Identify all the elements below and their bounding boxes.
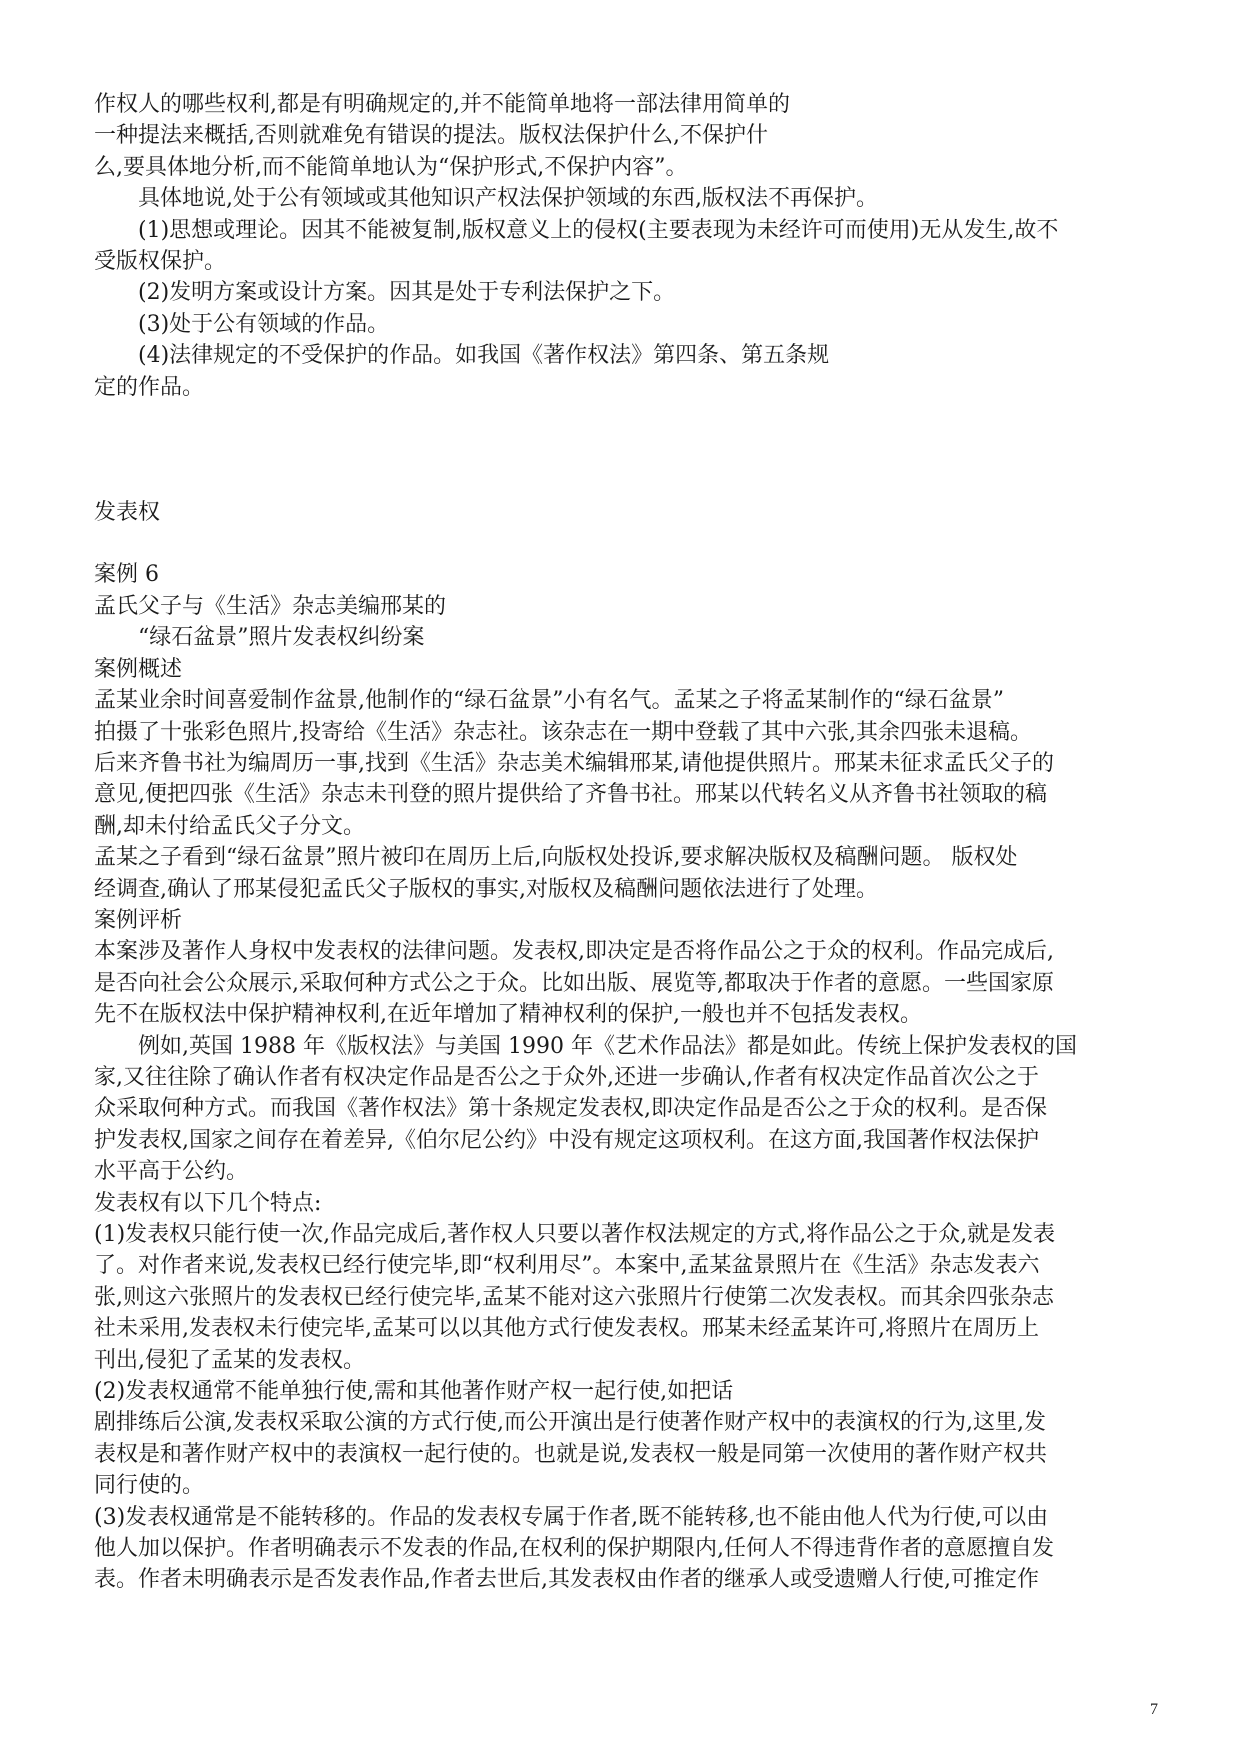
text-line: (1)思想或理论。因其不能被复制,版权意义上的侵权(主要表现为未经许可而使用)无从发生,故不 — [138, 217, 1059, 243]
text-line: 张,则这六张照片的发表权已经行使完毕,孟某不能对这六张照片行使第二次发表权。而其余四张杂志 — [94, 1284, 1054, 1310]
spacer — [94, 403, 1172, 497]
text-line: 一种提法来概括,否则就难免有错误的提法。版权法保护什么,不保护什 — [94, 123, 768, 149]
text-line: 受版权保护。 — [94, 249, 227, 275]
spacer — [94, 528, 1172, 559]
text-line: 案例评析 — [94, 907, 183, 933]
text-line: 孟某业余时间喜爱制作盆景,他制作的“绿石盆景”小有名气。孟某之子将孟某制作的“绿石盆景” — [94, 688, 1004, 714]
text-line: 护发表权,国家之间存在着差异,《伯尔尼公约》中没有规定这项权利。在这方面,我国著作权法保护 — [94, 1127, 1039, 1153]
text-line: 水平高于公约。 — [94, 1159, 249, 1185]
text-line: 他人加以保护。作者明确表示不发表的作品,在权利的保护期限内,任何人不得违背作者的意愿擅自发 — [94, 1536, 1054, 1562]
text-line: 是否向社会公众展示,采取何种方式公之于众。比如出版、展览等,都取决于作者的意愿。一些国家原 — [94, 970, 1054, 996]
text-line: 案例 6 — [94, 562, 159, 588]
page-number: 7 — [1150, 1701, 1158, 1718]
text-line: 拍摄了十张彩色照片,投寄给《生活》杂志社。该杂志在一期中登载了其中六张,其余四张未退稿。 — [94, 719, 1032, 745]
text-line: (4)法律规定的不受保护的作品。如我国《著作权法》第四条、第五条规 — [138, 343, 830, 369]
text-line: (3)发表权通常是不能转移的。作品的发表权专属于作者,既不能转移,也不能由他人代为行使,可以由 — [94, 1504, 1049, 1530]
text-line: 意见,便把四张《生活》杂志未刊登的照片提供给了齐鲁书社。邢某以代转名义从齐鲁书社领取的稿 — [94, 782, 1047, 808]
text-line: 么,要具体地分析,而不能简单地认为“保护形式,不保护内容”。 — [94, 154, 688, 180]
text-line: 定的作品。 — [94, 374, 205, 400]
text-line: 表。作者未明确表示是否发表作品,作者去世后,其发表权由作者的继承人或受遗赠人行使,可推定作 — [94, 1567, 1039, 1593]
text-line: (2)发表权通常不能单独行使,需和其他著作财产权一起行使,如把话 — [94, 1379, 734, 1405]
case-study-paragraphs — [94, 559, 1172, 1595]
text-line: 本案涉及著作人身权中发表权的法律问题。发表权,即决定是否将作品公之于众的权利。作品完成后, — [94, 939, 1054, 965]
text-line: 孟氏父子与《生活》杂志美编邢某的 — [94, 593, 447, 619]
section-heading: 发表权 — [94, 500, 161, 526]
text-line: 家,又往往除了确认作者有权决定作品是否公之于众外,还进一步确认,作者有权决定作品首次公之于 — [94, 1064, 1039, 1090]
text-line: 酬,却未付给孟氏父子分文。 — [94, 813, 365, 839]
text-line: 刊出,侵犯了孟某的发表权。 — [94, 1347, 365, 1373]
text-line: 孟某之子看到“绿石盆景”照片被印在周历上后,向版权处投诉,要求解决版权及稿酬问题。 版权处 — [94, 845, 1018, 871]
text-line: 经调查,确认了邢某侵犯孟氏父子版权的事实,对版权及稿酬问题依法进行了处理。 — [94, 876, 878, 902]
intro-paragraphs — [94, 89, 1172, 403]
text-line: 表权是和著作财产权中的表演权一起行使的。也就是说,发表权一般是同第一次使用的著作财产权共 — [94, 1441, 1047, 1467]
text-line: 具体地说,处于公有领域或其他知识产权法保护领域的东西,版权法不再保护。 — [138, 186, 878, 212]
text-line: 作权人的哪些权利,都是有明确规定的,并不能简单地将一部法律用简单的 — [94, 92, 790, 117]
text-line: 先不在版权法中保护精神权利,在近年增加了精神权利的保护,一般也并不包括发表权。 — [94, 1002, 922, 1028]
text-line: 社未采用,发表权未行使完毕,孟某可以以其他方式行使发表权。邢某未经孟某许可,将照片在周历上 — [94, 1316, 1039, 1342]
text-line: (2)发明方案或设计方案。因其是处于专利法保护之下。 — [138, 280, 676, 306]
text-line: 发表权有以下几个特点: — [94, 1190, 322, 1216]
text-line: “绿石盆景”照片发表权纠纷案 — [138, 625, 425, 651]
text-line: (1)发表权只能行使一次,作品完成后,著作权人只要以著作权法规定的方式,将作品公之于众,就是发表 — [94, 1222, 1056, 1247]
text-line: 后来齐鲁书社为编周历一事,找到《生活》杂志美术编辑邢某,请他提供照片。邢某未征求孟氏父子的 — [94, 750, 1054, 776]
text-line: 剧排练后公演,发表权采取公演的方式行使,而公开演出是行使著作财产权中的表演权的行为,这里,发 — [94, 1410, 1046, 1436]
text-line: 例如,英国 1988 年《版权法》与美国 1990 年《艺术作品法》都是如此。传统上保护发表权的国 — [138, 1033, 1077, 1059]
text-line: 同行使的。 — [94, 1473, 205, 1499]
text-line: 案例概述 — [94, 656, 183, 682]
document-body — [94, 89, 1172, 1596]
text-line: 了。对作者来说,发表权已经行使完毕,即“权利用尽”。本案中,孟某盆景照片在《生活》杂志发表六 — [94, 1253, 1040, 1279]
text-line: (3)处于公有领域的作品。 — [138, 311, 390, 337]
text-line: 众采取何种方式。而我国《著作权法》第十条规定发表权,即决定作品是否公之于众的权利。是否保 — [94, 1096, 1047, 1122]
